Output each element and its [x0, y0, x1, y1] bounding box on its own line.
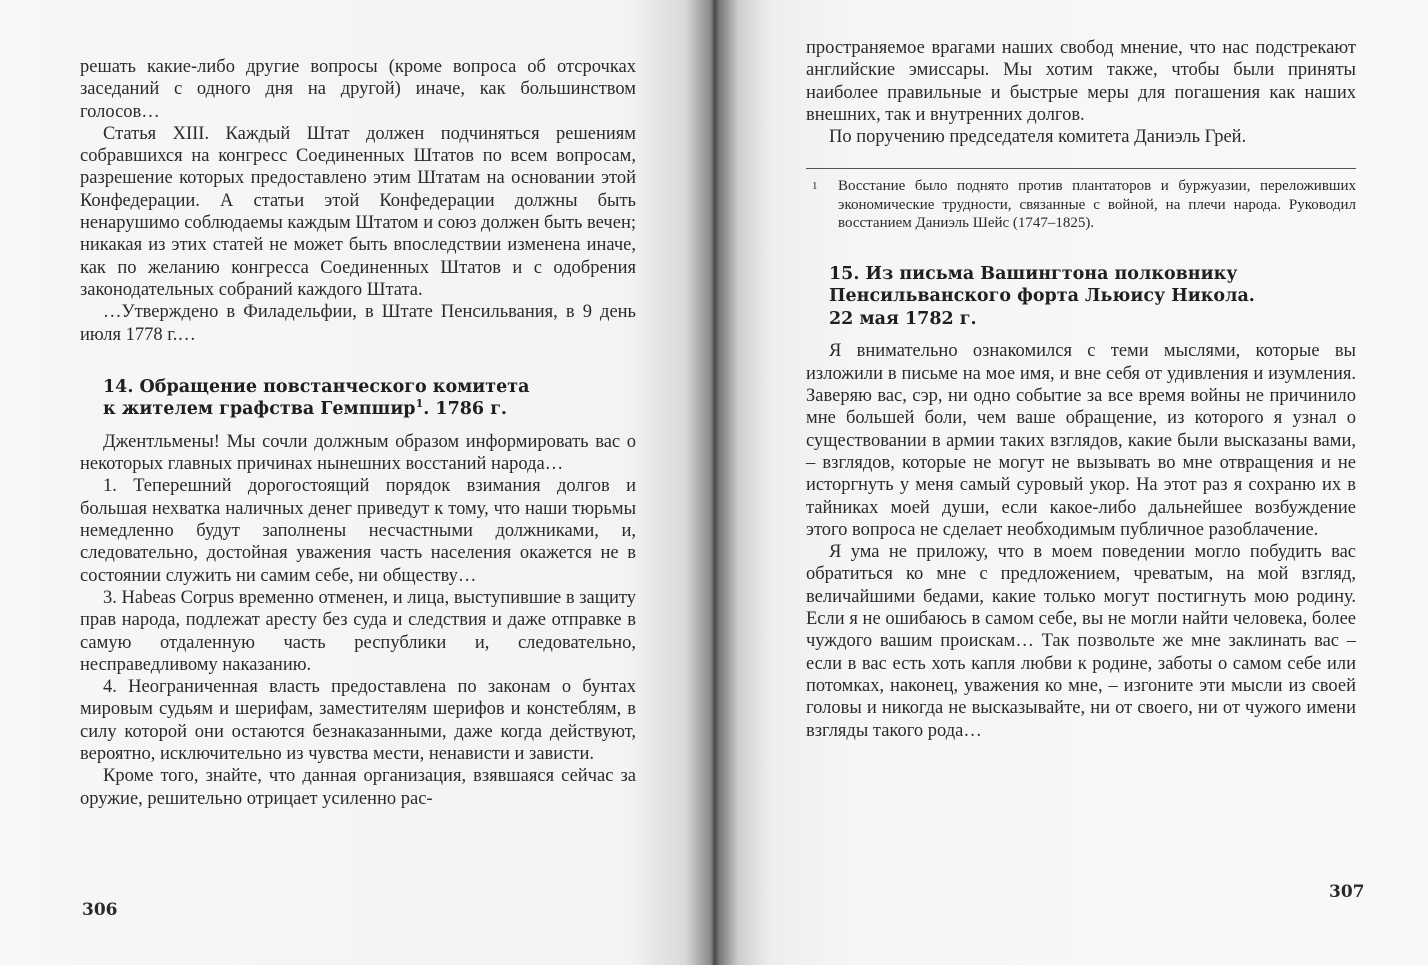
paragraph: Я внимательно ознакомился с теми мыслями, которые вы изложили в письме на мое имя, и вне себя от удивления и изумления. Заверяю вас, сэр, ни одно событие за все время войны не причинило мне большей боли, чем ваше обращение, из которого я узнал о существовании в армии таких взглядов, какие были высказаны вами, – взглядов, которые не могут не вызывать во мне отвращения и не исторгнуть у меня самый суровый укор. На этот раз я сохраню их в тайниках моей души, если какое-либо дальнейшее возбуждение этого вопроса не сделает необходимым публичное разоблачение. [806, 341, 1356, 540]
paragraph: 1. Теперешний дорогостоящий порядок взимания долгов и большая нехватка наличных денег приведут к тому, что наши тюрьмы немедленно будут заполнены несчастными должниками, и, следовательно, достойная уважения часть населения окажется не в состоянии служить ни самим себе, ни обществу… [80, 476, 636, 586]
page-number: 307 [1329, 882, 1365, 902]
heading-line: 15. Из письма Вашингтона полковнику [829, 263, 1238, 284]
heading-line: к жителем графства Гемпшир [103, 399, 416, 420]
paragraph: Джентльмены! Мы сочли должным образом информировать вас о некоторых главных причинах нынешних восстаний народа… [80, 431, 636, 475]
heading-date: 22 мая 1782 г. [829, 308, 977, 329]
paragraph: По поручению председателя комитета Даниэль Грей. [829, 127, 1247, 148]
paragraph: Статья XIII. Каждый Штат должен подчиняться решениям собравшихся на конгресс Соединенных Штатов по всем вопросам, разрешение которых предоставлено этим Штатам на основании этой Конфедерации. А статьи этой Конфедерации должны быть ненарушимо соблюдаемы каждым Штатом и союз должен быть вечен; никакая из этих статей не может быть впоследствии изменена иначе, как по желанию конгресса Соединенных Штатов и с одобрения законодательных собраний каждого Штата. [80, 123, 636, 300]
section-heading-15 [806, 263, 1356, 331]
heading-date: . 1786 г. [423, 399, 508, 420]
right-page [714, 0, 1428, 965]
footnote-divider [806, 168, 1356, 169]
left-text-column [80, 56, 636, 810]
footnote-ref: 1 [415, 397, 424, 411]
heading-line: Пенсильванского форта Льюису Никола. [829, 286, 1255, 307]
footnote [806, 177, 1356, 233]
page-number: 306 [82, 900, 118, 920]
paragraph: 4. Неограниченная власть предоставлена по законам о бунтах мировым судьям и шерифам, заместителям шерифов и констеблям, в силу которой они остаются безнаказанными, даже когда действуют, вероятно, исключительно из чувства мести, ненависти и зависти. [80, 677, 636, 765]
heading-line: 14. Обращение повстанческого комитета [103, 376, 530, 397]
footnote-text: Восстание было поднято против плантаторов и буржуазии, переложивших экономические трудности, связанные с войной, на плечи народа. Руководил восстанием Даниэль Шейс (1747–1825). [838, 178, 1356, 232]
paragraph: Я ума не приложу, что в моем поведении могло побудить вас обратиться ко мне с предложением, чреватым, на мой взгляд, величайшими бедами, какие только могут постигнуть мою родину. Если я не ошибаюсь в самом себе, вы не могли найти человека, более чуждого вашим проискам… Так позвольте же мне заклинать вас – если в вас есть хоть капля любви к родине, заботы о самом себе или потомках, наконец, уважения ко мне, – изгоните эти мысли из своей головы и никогда не высказывайте, ни от своего, ни от чужого имени взгляды такого рода… [806, 542, 1356, 741]
paragraph: 3. Habeas Corpus временно отменен, и лица, выступившие в защиту прав народа, подлежат аресту без суда и следствия и даже отправке в самую отдаленную часть республики и, следовательно, несправедливому наказанию. [80, 587, 636, 675]
section-heading-14 [80, 376, 636, 421]
paragraph: пространяемое врагами наших свобод мнение, что нас подстрекают английские эмиссары. Мы хотим также, чтобы были приняты наиболее правильные и быстрые меры для погашения как наших внешних, так и внутренних долгов. [806, 38, 1356, 125]
footnote-mark: 1 [812, 180, 818, 193]
paragraph: …Утверждено в Филадельфии, в Штате Пенсильвания, в 9 день июля 1778 г.… [80, 302, 636, 345]
paragraph: решать какие-либо другие вопросы (кроме вопроса об отсрочках заседаний с одного дня на другой) иначе, как большинством голосов… [80, 57, 636, 122]
paragraph: Кроме того, знайте, что данная организация, взявшаяся сейчас за оружие, решительно отрицает усиленно рас- [80, 766, 636, 809]
right-text-column [806, 37, 1356, 742]
